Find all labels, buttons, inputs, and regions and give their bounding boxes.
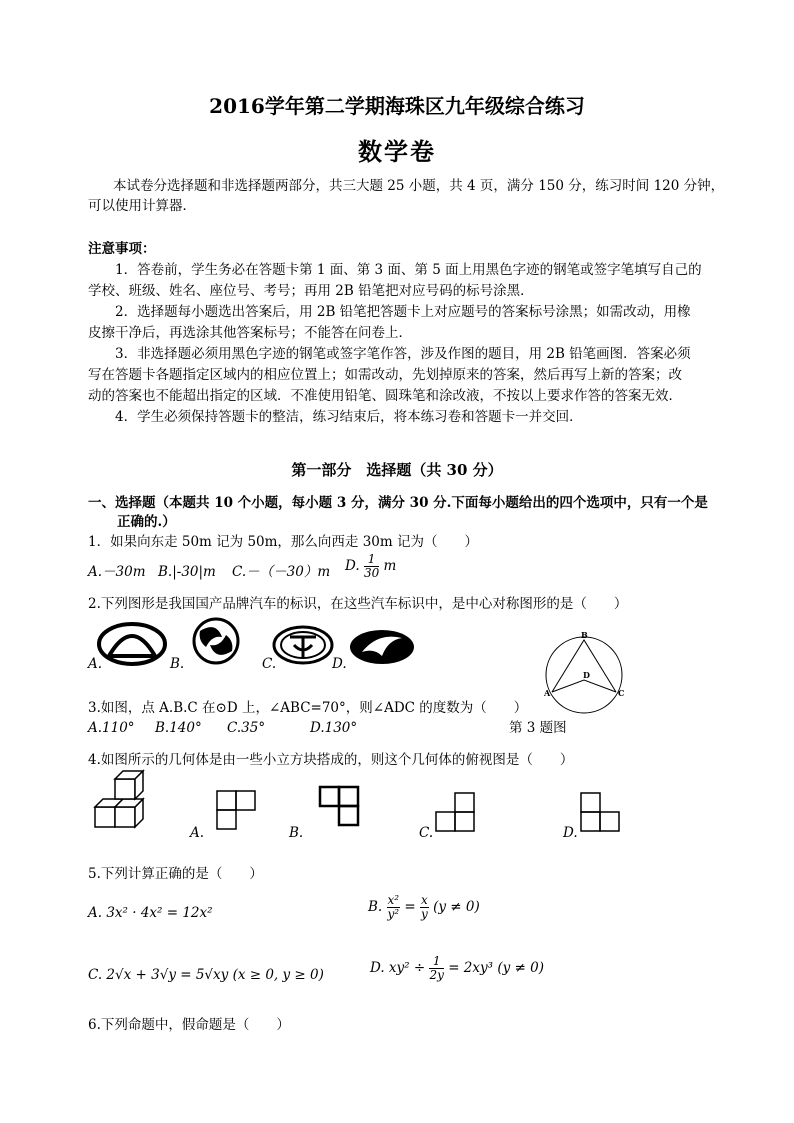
q1-option-c: C.－（－30）m	[232, 564, 331, 580]
intro-line-1: 本试卷分选择题和非选择题两部分，共三大题 25 小题，共 4 页，满分 150 分，练习时间 120 分钟，	[113, 178, 725, 194]
q5-option-a: A. 3x² · 4x² = 12x²	[88, 905, 213, 921]
q5-option-d: D. xy² ÷ $\frac{1}{2y}$ = 2xy³ (y ≠ 0)	[370, 954, 544, 982]
q3-option-d: D.130°	[310, 720, 358, 736]
note-line: 1．答卷前，学生务必在答题卡第 1 面、第 3 面、第 5 面上用黑色字迹的钢笔或签字笔填写自己的	[115, 262, 702, 278]
q3-label-a: A	[544, 688, 551, 698]
q2-option-d: D.	[332, 656, 347, 672]
note-line: 4．学生必须保持答题卡的整洁，练习结束后，将本练习卷和答题卡一并交回．	[115, 409, 583, 425]
note-line: 皮擦干净后，再选涂其他答案标号；不能答在问卷上．	[88, 325, 412, 341]
part-heading: 第一部分 选择题（共 30 分）	[291, 461, 503, 479]
q3-caption: 第 3 题图	[509, 720, 567, 736]
car-logo-d-icon	[348, 628, 416, 666]
q3-label-b: B	[581, 630, 588, 640]
notes-heading: 注意事项：	[88, 241, 156, 257]
page-title: 2016学年第二学期海珠区九年级综合练习	[209, 94, 585, 118]
q1-option-b: B.|-30|m	[158, 564, 216, 580]
q6-stem: 6.下列命题中，假命题是（ ）	[88, 1017, 290, 1033]
page-subtitle: 数学卷	[358, 137, 436, 166]
q4-option-a: A.	[190, 825, 205, 841]
q3-option-a: A.110°	[88, 720, 135, 736]
note-line: 3．非选择题必须用黑色字迹的钢笔或签字笔作答，涉及作图的题目，用 2B 铅笔画图．答案必须	[115, 346, 691, 362]
note-line: 学校、班级、姓名、座位号、考号；再用 2B 铅笔把对应号码的标号涂黑．	[88, 283, 534, 299]
q4-view-a	[216, 790, 258, 832]
section-heading-line-1: 一、选择题（本题共 10 个小题，每小题 3 分，满分 30 分.下面每小题给出的四个选项中，只有一个是	[88, 495, 708, 511]
q1-option-a: A.－30m	[88, 564, 146, 580]
q4-option-c: C.	[419, 825, 434, 841]
note-line: 写在答题卡各题指定区域内的相应位置上；如需改动，先划掉原来的答案，然后再写上新的答案；改	[88, 367, 682, 383]
car-logo-c-icon	[272, 625, 334, 665]
q4-option-d: D.	[563, 825, 578, 841]
q4-option-b: B.	[289, 825, 304, 841]
q4-view-d	[580, 792, 622, 834]
note-line: 2．选择题每小题选出答案后，用 2B 铅笔把答题卡上对应题号的答案标号涂黑；如需改动，用橡	[115, 304, 691, 320]
intro-line-2: 可以使用计算器．	[88, 198, 196, 214]
car-logo-a-icon	[97, 622, 167, 666]
q2-stem: 2.下列图形是我国国产品牌汽车的标识，在这些汽车标识中，是中心对称图形的是（ ）	[88, 596, 628, 612]
q5-option-c: C. 2√x + 3√y = 5√xy (x ≥ 0, y ≥ 0)	[88, 967, 324, 983]
q4-solid-figure	[93, 765, 153, 831]
q3-label-c: C	[618, 688, 625, 698]
q1-option-d: D. $\frac{1}{30}$ m	[345, 552, 397, 580]
q2-option-c: C.	[262, 656, 277, 672]
note-line: 动的答案也不能超出指定的区域．不准使用铅笔、圆珠笔和涂改液，不按以上要求作答的答案无效．	[88, 388, 682, 404]
q4-stem: 4.如图所示的几何体是由一些小立方块搭成的，则这个几何体的俯视图是（ ）	[88, 752, 574, 768]
car-logo-b-icon	[192, 617, 240, 665]
q4-view-b	[319, 786, 361, 828]
q2-option-b: B.	[170, 656, 185, 672]
q3-option-c: C.35°	[227, 720, 266, 736]
q3-option-b: B.140°	[155, 720, 202, 736]
q5-stem: 5.下列计算正确的是（ ）	[88, 866, 263, 882]
q4-view-c	[435, 792, 477, 834]
q3-label-d: D	[583, 670, 590, 680]
section-heading-line-2: 正确的.）	[117, 514, 176, 530]
q2-option-a: A.	[88, 656, 103, 672]
q5-option-b: B. $\frac{\text{x²}}{\text{y²}}$ = $\frac{x}{y}$ (y ≠ 0)	[368, 893, 480, 921]
q1-stem: 1．如果向东走 50m 记为 50m，那么向西走 30m 记为（ ）	[88, 534, 478, 550]
q3-stem: 3.如图，点 A.B.C 在⊙D 上，∠ABC=70°，则∠ADC 的度数为（ ）	[88, 700, 528, 716]
